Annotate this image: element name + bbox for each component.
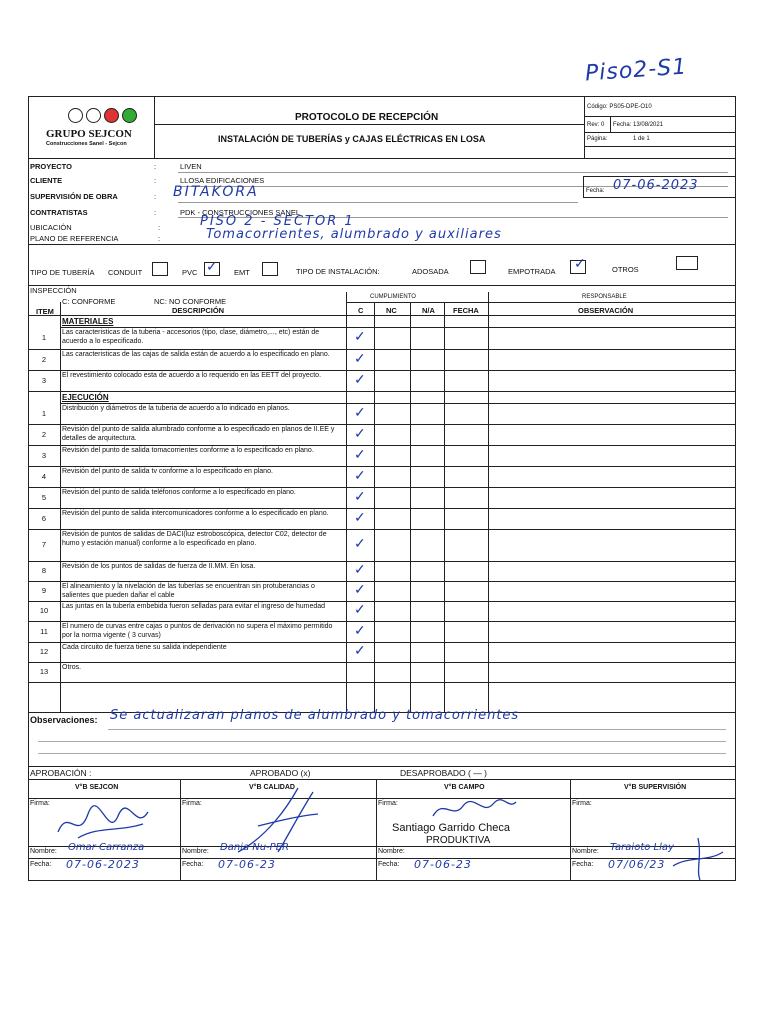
row-description: Revisión del punto de salida tomacorrientes conforme a lo especificado en plano. <box>62 447 314 454</box>
row-conforme-mark[interactable]: ✓ <box>354 561 366 577</box>
observations-label: Observaciones: <box>30 715 98 725</box>
pipe-type-label: TIPO DE TUBERÍA <box>30 268 95 277</box>
project-value: LIVEN <box>180 162 202 171</box>
conduit-checkbox[interactable] <box>152 262 168 276</box>
approval-column-head: V°B SUPERVISIÓN <box>624 784 687 791</box>
responsible-header: RESPONSABLE <box>582 294 627 300</box>
row-description: Las caracteristicas de las cajas de salida están de acuerdo a lo especificado en plano. <box>62 351 330 358</box>
other-checkbox[interactable] <box>676 256 698 270</box>
logo-phone-icon <box>104 108 119 123</box>
signature-calidad-icon <box>218 786 338 856</box>
row-description: El revestimiento colocado esta de acuerdo a lo requerido en las EETT del proyecto. <box>62 372 322 379</box>
company-logo <box>58 106 148 126</box>
inspection-label: INSPECCIÓN <box>30 286 77 295</box>
legend-no-conforme: NC: NO CONFORME <box>154 297 227 306</box>
plan-value: Tomacorrientes, alumbrado y auxiliares <box>206 227 502 242</box>
approval-label: APROBACIÓN : <box>30 768 92 778</box>
emt-label: EMT <box>234 268 250 277</box>
approved-option: APROBADO (x) <box>250 768 311 778</box>
row-description: El alineamiento y la nivelación de las tuberías se encuentran sin protuberancias o salientes que pueden dañar el cable <box>62 583 315 599</box>
name-label: Nombre: <box>30 848 57 855</box>
row-description: Las juntas en la tubería embebida fueron selladas para evitar el ingreso de humedad <box>62 603 326 610</box>
emt-checkbox[interactable] <box>262 262 278 276</box>
col-date: FECHA <box>453 306 479 315</box>
name-value: Dania Nu-PER <box>220 842 289 853</box>
row-description: Distribución y diámetros de la tuberia de acuerdo a lo indicado en planos. <box>62 405 290 412</box>
row-description: Revisión del punto de salida teléfonos conforme a lo especificado en plano. <box>62 489 296 496</box>
row-description: Revisión del punto de salida alumbrado conforme a lo especificado en planos de II.EE y detalles de arquitectura. <box>62 426 335 442</box>
row-item-number: 7 <box>41 540 47 549</box>
name-value: Omar Carranza <box>68 842 145 853</box>
row-item-number: 13 <box>39 667 49 676</box>
row-item-number: 5 <box>41 492 47 502</box>
row-item-number: 6 <box>41 513 47 523</box>
row-description: Revisión del punto de salida tv conforme a lo especificado en plano. <box>62 468 273 475</box>
embedded-label: EMPOTRADA <box>508 267 556 276</box>
surface-checkbox[interactable] <box>470 260 486 274</box>
row-description: Revisión de puntos de salidas de DACI(luz estroboscópica, detector C02, detector de humo y estación manual) conforme a lo especificado en plano. <box>62 531 327 547</box>
row-conforme-mark[interactable]: ✓ <box>354 424 366 441</box>
embedded-check-mark: ✓ <box>574 255 586 271</box>
location-label: UBICACIÓN <box>30 223 72 232</box>
name-value: Taraioto Llay <box>610 842 674 853</box>
logo-leaf-icon <box>122 108 137 123</box>
date-label: Fecha: <box>586 188 605 194</box>
row-description: Otros. <box>62 664 82 671</box>
row-conforme-mark[interactable]: ✓ <box>354 601 366 617</box>
form-date: Fecha: 13/08/2021 <box>613 122 664 128</box>
date-value: 07/06/23 <box>608 858 666 871</box>
other-label: OTROS <box>612 265 639 274</box>
date-value: 07-06-2023 <box>66 858 140 871</box>
supervision-value: BITAKORA <box>173 184 259 200</box>
row-description: Las caracteristicas de la tuberia - accesorios (tipo, clase, diámetro,..., etc) están de acuerdo a lo especificado. <box>62 329 320 345</box>
handwritten-page-note: Piso2-S1 <box>584 54 688 87</box>
row-item-number: 1 <box>41 333 47 342</box>
row-item-number: 2 <box>41 354 47 364</box>
row-item-number: 8 <box>41 566 47 575</box>
row-description: Cada circuito de fuerza tiene su salida independiente <box>62 644 227 651</box>
signature-label: Firma: <box>378 800 398 807</box>
page-number: 1 de 1 <box>633 136 650 142</box>
row-conforme-mark[interactable]: ✓ <box>354 403 366 420</box>
company-name: GRUPO SEJCON <box>46 128 132 140</box>
row-conforme-mark[interactable]: ✓ <box>354 487 366 504</box>
form-subtitle: INSTALACIÓN DE TUBERÍAS y CAJAS ELÉCTRICAS EN LOSA <box>218 134 486 144</box>
row-item-number: 2 <box>41 429 47 439</box>
compliance-header: CUMPLIMIENTO <box>370 294 416 300</box>
supervision-label: SUPERVISIÓN DE OBRA <box>30 192 118 201</box>
row-conforme-mark[interactable]: ✓ <box>354 445 366 462</box>
client-label: CLIENTE <box>30 176 63 185</box>
row-conforme-mark[interactable]: ✓ <box>354 370 366 387</box>
date-value: 07-06-2023 <box>613 178 699 193</box>
date-value: 07-06-23 <box>414 858 472 871</box>
row-conforme-mark[interactable]: ✓ <box>354 621 366 638</box>
date-label: Fecha: <box>30 861 52 868</box>
protocol-form: GRUPO SEJCON Construcciones Sanel - Sejcon PROTOCOLO DE RECEPCIÓN INSTALACIÓN DE TUBERÍAS y CAJAS ELÉCTRICAS EN LOSA Código: PS05-DPE-O10 Rev: 0 Fecha: 13/08/2021 Página: 1 de 1 PROYECTO : LIVEN CLIENTE : LLOSA EDIFICACIONES SUPERVISIÓN DE OBRA : BITAKORA Fecha: 07-06-2023 CONTRATISTAS : PDK - CONSTRUCCIONES SANEL UBICACIÓN : PISO 2 - SECTOR 1 PLANO DE REFERENCIA : Tomacorrientes, alumbrado y auxiliares TIPO DE TUBERÍA CONDUIT PVC ✓ EMT TIPO DE INSTALACIÓN: ADOSADA EMPOTRADA ✓ OTROS INSPECCIÓN C: CONFORME NC: NO CONFORME CUMPLIMIENTO RESPONSABLE ITEM DESCRIPCIÓN C NC N/A FECHA OBSERVACIÓN MATERIALES 1 Las caracteristicas de la tuberia - accesorios (tipo, clase, diámetro,..., etc) están de acuerdo a lo especificado. ✓ 2 Las caracteristicas de las cajas de salida están de acuerdo a lo especificado en plano. ✓ 3 El revestimiento colocado esta de acuerdo a lo requerido en las EETT del proyecto. ✓ EJECUCIÓN 1 Distribución y diámetros de la tuberia de acuerdo a lo indicado en planos. ✓ 2 Revisión del punto de salida alumbrado conforme a lo especificado en planos de II.EE y detalles de arquitectura. ✓ 3 Revisión del punto de salida tomacorrientes conforme a lo especificado en plano. ✓ 4 Revisión del punto de salida tv conforme a lo especificado en plano. ✓ 5 Revisión del punto de salida teléfonos conforme a lo especificado en plano. ✓ 6 Revisión del punto de salida intercomunicadores conforme a lo especificado en plano. ✓ 7 Revisión de puntos de salidas de DACI(luz estroboscópica, detector C02, detector de humo y estación manual) conforme a lo especificado en plano. ✓ 8 Revisión de los puntos de salidas de fuerza de II.MM. En losa. ✓ 9 El alineamiento y la nivelación de las tuberías se encuentran sin protuberancias o salientes que pueden dañar el cable ✓ 10 Las juntas en la tubería embebida fueron selladas para evitar el ingreso de humedad ✓ 11 El numero de curvas entre cajas o puntos de derivación no supera el máximo permitido por la norma vigente ( 3 curvas) ✓ 12 Cada circuito de fuerza tiene su salida independiente ✓ 13 Otros. Observaciones: Se actualizaran planos de alumbrado y tomacorrientes APROBACIÓN : APROBADO (x) DESAPROBADO ( — ) V°B SEJCON Firma: Nombre: Omar Carranza Fecha: 07-06-2023 V°B CALIDAD Firma: Nombre: Dania Nu-PER Fecha: 07-06-23 V°B CAMPO Firma: Nombre: Fecha: 07-06-23 Santiago Garrido Checa PRODUKTIVA V°B SUPERVISIÓN Firma: Nombre: Taraioto Llay Fecha: 07/06/23 <box>28 96 736 881</box>
row-item-number: 3 <box>41 450 47 460</box>
signature-label: Firma: <box>182 800 202 807</box>
form-code: Código: PS05-DPE-O10 <box>587 104 652 110</box>
date-label: Fecha: <box>572 861 594 868</box>
signature-label: Firma: <box>30 800 50 807</box>
date-label: Fecha: <box>378 861 400 868</box>
contractors-value: PDK - CONSTRUCCIONES SANEL <box>180 208 301 217</box>
stamp-name: Santiago Garrido Checa <box>392 822 511 834</box>
legend-conforme: C: CONFORME <box>62 297 116 306</box>
row-description: Revisión del punto de salida intercomunicadores conforme a lo especificado en plano. <box>62 510 329 517</box>
location-value: PISO 2 - SECTOR 1 <box>200 214 355 229</box>
signature-supervision-icon <box>668 836 728 882</box>
col-nc: NC <box>386 306 397 315</box>
col-na: N/A <box>422 306 435 315</box>
row-item-number: 3 <box>41 375 47 385</box>
name-label: Nombre: <box>182 848 209 855</box>
page-label: Página: <box>587 136 608 142</box>
contractors-label: CONTRATISTAS <box>30 208 88 217</box>
name-label: Nombre: <box>378 848 405 855</box>
row-conforme-mark[interactable]: ✓ <box>354 349 366 366</box>
row-conforme-mark[interactable]: ✓ <box>354 328 366 344</box>
row-item-number: 10 <box>39 606 49 615</box>
pvc-check-mark: ✓ <box>206 258 218 274</box>
col-description: DESCRIPCIÓN <box>172 306 225 315</box>
form-revision: Rev: 0 <box>587 122 605 128</box>
col-c: C <box>358 306 364 315</box>
row-item-number: 9 <box>41 586 47 595</box>
approval-column-head: V°B CAMPO <box>444 784 485 791</box>
signature-campo-icon <box>428 796 518 822</box>
conduit-label: CONDUIT <box>108 268 143 277</box>
approval-column-head: V°B CALIDAD <box>249 784 295 791</box>
date-label: Fecha: <box>182 861 204 868</box>
observations-text: Se actualizaran planos de alumbrado y tomacorrientes <box>110 708 520 723</box>
row-description: Revisión de los puntos de salidas de fuerza de II.MM. En losa. <box>62 563 256 570</box>
row-description: El numero de curvas entre cajas o puntos de derivación no supera el máximo permitido por la norma vigente ( 3 curvas) <box>62 623 333 639</box>
section-title: EJECUCIÓN <box>62 393 109 402</box>
signature-sejcon-icon <box>48 802 158 846</box>
row-conforme-mark[interactable]: ✓ <box>354 466 366 483</box>
row-item-number: 4 <box>41 471 47 481</box>
stamp-company: PRODUKTIVA <box>426 835 491 846</box>
row-item-number: 12 <box>39 647 49 656</box>
logo-helmet-icon <box>86 108 101 123</box>
row-conforme-mark[interactable]: ✓ <box>354 508 366 525</box>
col-item: ITEM <box>36 307 54 316</box>
surface-label: ADOSADA <box>412 267 449 276</box>
form-title: PROTOCOLO DE RECEPCIÓN <box>295 112 439 123</box>
col-observation: OBSERVACIÓN <box>578 306 634 315</box>
disapproved-option: DESAPROBADO ( — ) <box>400 768 487 778</box>
name-label: Nombre: <box>572 848 599 855</box>
row-item-number: 11 <box>40 626 48 636</box>
client-value: LLOSA EDIFICACIONES <box>180 176 265 185</box>
install-type-label: TIPO DE INSTALACIÓN: <box>296 267 380 276</box>
pvc-label: PVC <box>182 268 198 277</box>
signature-label: Firma: <box>572 800 592 807</box>
company-subtitle: Construcciones Sanel - Sejcon <box>46 141 127 147</box>
logo-figure-icon <box>68 108 83 123</box>
plan-label: PLANO DE REFERENCIA <box>30 234 119 243</box>
date-value: 07-06-23 <box>218 858 276 871</box>
project-label: PROYECTO <box>30 162 72 171</box>
row-conforme-mark[interactable]: ✓ <box>354 642 366 658</box>
section-title: MATERIALES <box>62 317 114 326</box>
approval-column-head: V°B SEJCON <box>75 784 119 791</box>
row-conforme-mark[interactable]: ✓ <box>354 535 366 551</box>
row-conforme-mark[interactable]: ✓ <box>354 581 366 597</box>
row-item-number: 1 <box>41 408 47 418</box>
